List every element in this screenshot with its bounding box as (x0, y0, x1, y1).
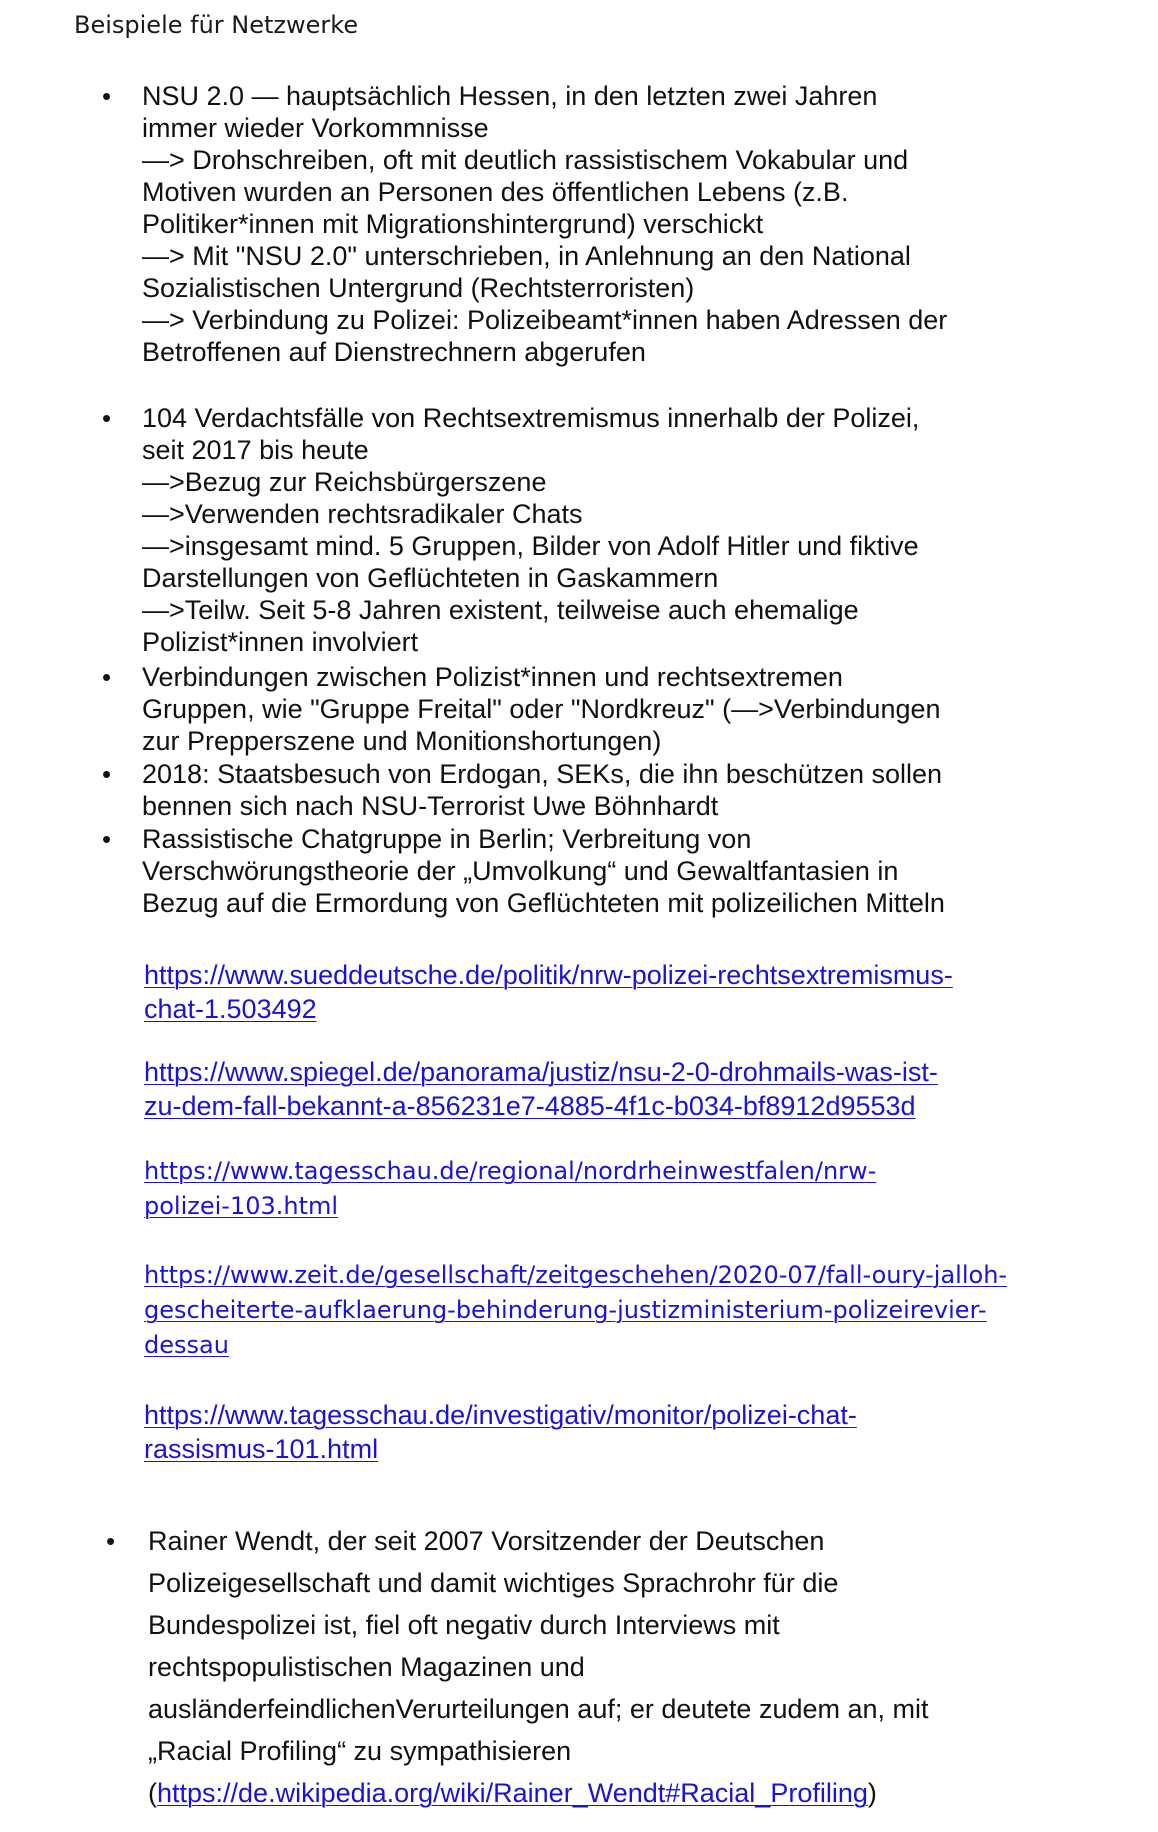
text-line: Polizeigesellschaft und damit wichtiges Sprachrohr für die (148, 1568, 839, 1598)
text-line: zur Prepperszene und Monitionshortungen) (142, 726, 662, 756)
link-sueddeutsche[interactable] (144, 958, 1024, 1026)
text-line: Betroffenen auf Dienstrechnern abgerufen (142, 337, 646, 367)
text-line: immer wieder Vorkommnisse (142, 113, 489, 143)
text-line: bennen sich nach NSU-Terrorist Uwe Böhnhardt (142, 791, 719, 821)
list-item-verdachtsfaelle (142, 402, 1022, 658)
link-text[interactable]: https://www.tagesschau.de/investigativ/monitor/polizei-chat- (144, 1400, 857, 1430)
text-line: —>insgesamt mind. 5 Gruppen, Bilder von Adolf Hitler und fiktive (142, 531, 919, 561)
link-spiegel[interactable] (144, 1055, 1024, 1123)
link-text[interactable]: https://www.zeit.de/gesellschaft/zeitgeschehen/2020-07/fall-oury-jalloh- (144, 1261, 1008, 1289)
link-tagesschau-nrw[interactable] (144, 1154, 1024, 1224)
text-line: Motiven wurden an Personen des öffentlichen Lebens (z.B. (142, 177, 849, 207)
link-text[interactable]: https://www.spiegel.de/panorama/justiz/nsu-2-0-drohmails-was-ist- (144, 1057, 938, 1087)
list-item-chatgruppe (142, 823, 1022, 919)
link-text[interactable]: https://www.tagesschau.de/regional/nordrheinwestfalen/nrw- (144, 1157, 877, 1185)
link-wikipedia-wendt[interactable]: https://de.wikipedia.org/wiki/Rainer_Wendt#Racial_Profiling (157, 1778, 868, 1808)
link-text[interactable]: polizei-103.html (144, 1192, 339, 1220)
text-line: • Rainer Wendt, der seit 2007 Vorsitzender der Deutschen (148, 1526, 825, 1556)
paren-close: ) (867, 1778, 877, 1808)
text-line: • Rassistische Chatgruppe in Berlin; Verbreitung von (142, 824, 752, 854)
text-line-with-link (148, 1772, 1028, 1814)
text-line: —> Verbindung zu Polizei: Polizeibeamt*innen haben Adressen der (142, 305, 948, 335)
text-line: —>Teilw. Seit 5-8 Jahren existent, teilweise auch ehemalige (142, 595, 859, 625)
text-line: Politiker*innen mit Migrationshintergrund) verschickt (142, 209, 764, 239)
text-line: Gruppen, wie "Gruppe Freital" oder "Nordkreuz" (—>Verbindungen (142, 694, 941, 724)
list-item-wendt (148, 1520, 1028, 1814)
text-line: Bezug auf die Ermordung von Geflüchteten mit polizeilichen Mitteln (142, 888, 945, 918)
text-line: • 2018: Staatsbesuch von Erdogan, SEKs, die ihn beschützen sollen (142, 759, 943, 789)
text-line: Polizist*innen involviert (142, 627, 419, 657)
text-line: „Racial Profiling“ zu sympathisieren (148, 1736, 572, 1766)
link-text[interactable]: gescheiterte-aufklaerung-behinderung-justizministerium-polizeirevier- (144, 1296, 987, 1324)
list-item-verbindungen (142, 661, 1022, 757)
text-line: Darstellungen von Geflüchteten in Gaskammern (142, 563, 719, 593)
list-item-erdogan (142, 758, 1022, 822)
text-line: • 104 Verdachtsfälle von Rechtsextremismus innerhalb der Polizei, (142, 403, 920, 433)
text-line: —>Bezug zur Reichsbürgerszene (142, 467, 547, 497)
page-title: Beispiele für Netzwerke (74, 11, 359, 39)
link-zeit[interactable] (144, 1258, 1024, 1363)
list-item-nsu (142, 80, 1022, 368)
text-line: seit 2017 bis heute (142, 435, 369, 465)
text-line: —> Mit "NSU 2.0" unterschrieben, in Anlehnung an den National (142, 241, 911, 271)
text-line: • NSU 2.0 — hauptsächlich Hessen, in den letzten zwei Jahren (142, 81, 878, 111)
text-line: rechtspopulistischen Magazinen und (148, 1652, 585, 1682)
paren-open: ( (148, 1778, 157, 1808)
link-tagesschau-monitor[interactable] (144, 1398, 1024, 1466)
text-line: • Verbindungen zwischen Polizist*innen und rechtsextremen (142, 662, 843, 692)
link-text[interactable]: rassismus-101.html (144, 1434, 379, 1464)
text-line: Verschwörungstheorie der „Umvolkung“ und Gewaltfantasien in (142, 856, 899, 886)
text-line: Bundespolizei ist, fiel oft negativ durch Interviews mit (148, 1610, 780, 1640)
link-text[interactable]: zu-dem-fall-bekannt-a-856231e7-4885-4f1c-b034-bf8912d9553d (144, 1091, 916, 1121)
text-line: ausländerfeindlichenVerurteilungen auf; er deutete zudem an, mit (148, 1694, 929, 1724)
link-text[interactable]: dessau (144, 1331, 229, 1359)
link-text[interactable]: https://www.sueddeutsche.de/politik/nrw-polizei-rechtsextremismus- (144, 960, 953, 990)
text-line: Sozialistischen Untergrund (Rechtsterroristen) (142, 273, 695, 303)
text-line: —> Drohschreiben, oft mit deutlich rassistischem Vokabular und (142, 145, 909, 175)
text-line: —>Verwenden rechtsradikaler Chats (142, 499, 583, 529)
link-text[interactable]: chat-1.503492 (144, 994, 317, 1024)
